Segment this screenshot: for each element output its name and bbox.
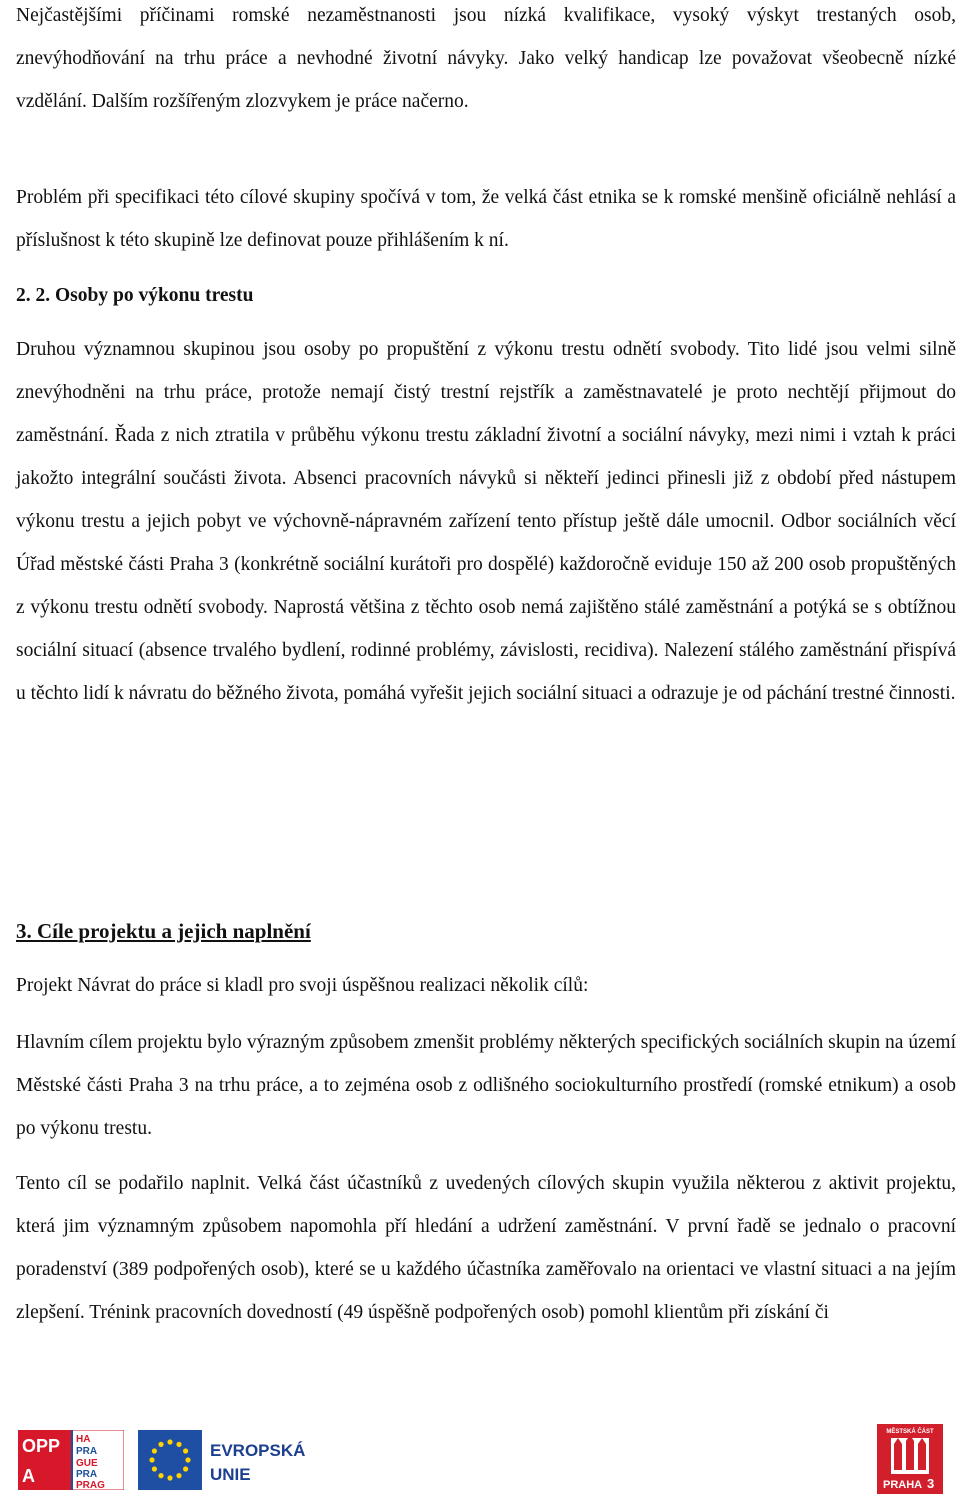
eu-text-line1: EVROPSKÁ	[210, 1441, 306, 1460]
paragraph-released-prisoners: Druhou významnou skupinou jsou osoby po propuštění z výkonu trestu odnětí svobody. Tito lidé jsou velmi silně znevýhodněni na trhu práce, protože nemají čistý trestní rejstřík a zaměstnavatelé je proto nechtějí přijmout do zaměstnání. Řada z nich ztratila v průběhu výkonu trestu základní životní a sociální návyky, mezi nimi i vztah k práci jakožto integrální součásti života. Absenci pracovních návyků si někteří jedinci přinesli již z období před nástupem výkonu trestu a jejich pobyt ve výchovně-nápravném zařízení tento přístup ještě dále umocnil. Odbor sociálních věcí Úřad městské části Praha 3 (konkrétně sociální kurátoři pro dospělé) každoročně eviduje 150 až 200 osob propuštěných z výkonu trestu odnětí svobody. Naprostá většina z těchto osob nemá zajištěno stálé zaměstnání a potýká se s obtížnou sociální situací (absence trvalého bydlení, rodinné problémy, závislosti, recidiva). Nalezení stálého zaměstnání přispívá u těchto lidí k návratu do běžného života, pomáhá vyřešit jejich sociální situaci a odrazuje je od páchání trestné činnosti.	[16, 339, 956, 704]
opp-right-1: HA	[76, 1434, 91, 1445]
praha3-logo	[877, 1424, 943, 1494]
section-heading-2-2: 2. 2. Osoby po výkonu trestu	[16, 285, 254, 306]
opp-right-5: PRAG	[76, 1480, 105, 1490]
section-heading-3: 3. Cíle projektu a jejich naplnění	[16, 919, 311, 943]
praha3-number: 3	[927, 1476, 935, 1491]
paragraph-goal-fulfilled: Tento cíl se podařilo naplnit. Velká část účastníků z uvedených cílových skupin využila některou z aktivit projektu, která jim významným způsobem napomohla pří hledání a udržení zaměstnání. V první řadě se jednalo o pracovní poradenství (389 podpořených osob), které se u každého účastníka zaměřovalo na orientaci ve vlastní situaci a na jejím zlepšení. Trénink pracovních dovedností (49 úspěšně podpořených osob) pomohl klientům při získání či	[16, 1173, 956, 1323]
opp-praha-logo	[18, 1430, 124, 1490]
praha3-bottom-text: PRAHA	[883, 1479, 923, 1491]
opp-right-2: PRA	[76, 1446, 98, 1457]
paragraph-project-goals-intro: Projekt Návrat do práce si kladl pro svoji úspěšnou realizaci několik cílů:	[16, 975, 589, 996]
praha3-top-text: MĚSTSKÁ ČÁST	[886, 1429, 934, 1435]
opp-right-3: GUE	[76, 1458, 98, 1469]
eu-text-line2: UNIE	[210, 1465, 251, 1484]
opp-right-4: PRA	[76, 1469, 98, 1480]
opp-text-bottom: A	[22, 1466, 35, 1486]
opp-text-top: OPP	[22, 1436, 61, 1456]
paragraph-target-group-problem: Problém při specifikaci této cílové skupiny spočívá v tom, že velká část etnika se k romské menšině oficiálně nehlásí a příslušnost k této skupině lze definovat pouze přihlášením k ní.	[16, 187, 956, 251]
paragraph-romani-unemployment: Nejčastějšími příčinami romské nezaměstnanosti jsou nízká kvalifikace, vysoký výskyt trestaných osob, znevýhodňování na trhu práce a nevhodné životní návyky. Jako velký handicap lze považovat všeobecně nízké vzdělání. Dalším rozšířeným zlozvykem je práce načerno.	[16, 5, 956, 112]
footer-logos	[0, 1418, 960, 1498]
praha3-coat-of-arms-icon	[891, 1435, 929, 1474]
eu-flag-logo	[138, 1430, 338, 1490]
eu-flag-icon	[138, 1430, 202, 1490]
paragraph-main-goal: Hlavním cílem projektu bylo výrazným způsobem zmenšit problémy některých specifických sociálních skupin na území Městské části Praha 3 na trhu práce, a to zejména osob z odlišného sociokulturního prostředí (romské etnikum) a osob po výkonu trestu.	[16, 1032, 956, 1139]
